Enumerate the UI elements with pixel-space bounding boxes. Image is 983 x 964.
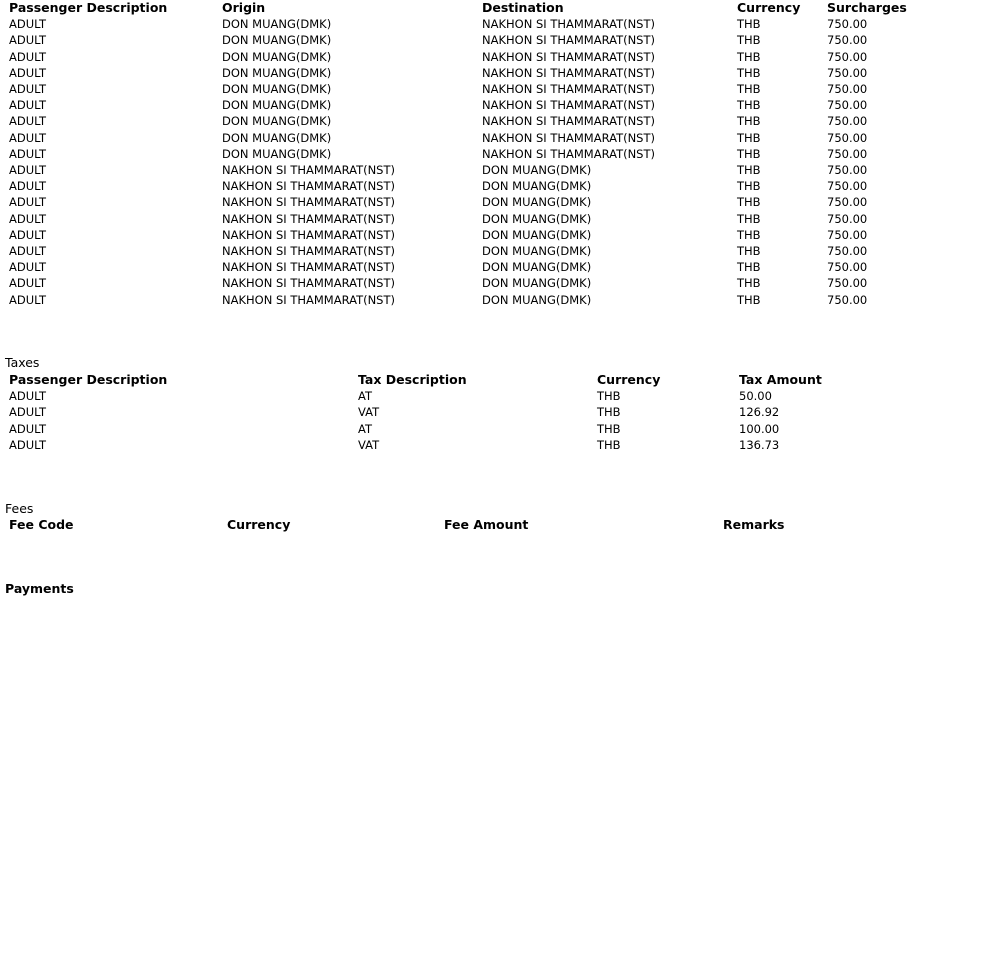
header-currency: Currency bbox=[227, 517, 291, 532]
cell-currency: THB bbox=[597, 421, 621, 436]
cell-currency: THB bbox=[737, 179, 761, 194]
table-row bbox=[5, 146, 905, 162]
fees-section bbox=[5, 517, 805, 533]
cell-passenger-description: ADULT bbox=[9, 65, 46, 80]
cell-currency: THB bbox=[737, 260, 761, 275]
table-row bbox=[5, 81, 905, 97]
cell-destination: NAKHON SI THAMMARAT(NST) bbox=[482, 65, 655, 80]
surcharges-table bbox=[5, 0, 905, 308]
cell-currency: THB bbox=[737, 276, 761, 291]
cell-currency: THB bbox=[737, 17, 761, 32]
cell-passenger-description: ADULT bbox=[9, 276, 46, 291]
cell-surcharge-amount: 750.00 bbox=[827, 292, 868, 307]
cell-tax-amount: 50.00 bbox=[739, 389, 772, 404]
header-tax-amount: Tax Amount bbox=[739, 372, 822, 387]
cell-currency: THB bbox=[737, 114, 761, 129]
header-passenger-description: Passenger Description bbox=[9, 0, 168, 15]
cell-origin: NAKHON SI THAMMARAT(NST) bbox=[222, 211, 395, 226]
cell-origin: NAKHON SI THAMMARAT(NST) bbox=[222, 227, 395, 242]
cell-surcharge-amount: 750.00 bbox=[827, 65, 868, 80]
cell-currency: THB bbox=[737, 82, 761, 97]
cell-currency: THB bbox=[737, 33, 761, 48]
cell-tax-amount: 126.92 bbox=[739, 405, 780, 420]
table-row bbox=[5, 178, 905, 194]
table-row bbox=[5, 194, 905, 210]
cell-passenger-description: ADULT bbox=[9, 244, 46, 259]
taxes-body bbox=[5, 388, 845, 453]
cell-tax-description: AT bbox=[358, 421, 372, 436]
cell-surcharge-amount: 750.00 bbox=[827, 17, 868, 32]
cell-destination: NAKHON SI THAMMARAT(NST) bbox=[482, 114, 655, 129]
cell-origin: NAKHON SI THAMMARAT(NST) bbox=[222, 163, 395, 178]
table-row bbox=[5, 130, 905, 146]
cell-passenger-description: ADULT bbox=[9, 163, 46, 178]
header-currency: Currency bbox=[737, 0, 801, 15]
cell-passenger-description: ADULT bbox=[9, 292, 46, 307]
cell-passenger-description: ADULT bbox=[9, 33, 46, 48]
cell-currency: THB bbox=[737, 49, 761, 64]
header-surcharges: Surcharges bbox=[827, 0, 907, 15]
cell-passenger-description: ADULT bbox=[9, 211, 46, 226]
cell-passenger-description: ADULT bbox=[9, 260, 46, 275]
cell-destination: NAKHON SI THAMMARAT(NST) bbox=[482, 98, 655, 113]
table-row bbox=[5, 388, 845, 404]
cell-passenger-description: ADULT bbox=[9, 49, 46, 64]
cell-surcharge-amount: 750.00 bbox=[827, 195, 868, 210]
table-row bbox=[5, 259, 905, 275]
table-row bbox=[5, 275, 905, 291]
cell-passenger-description: ADULT bbox=[9, 227, 46, 242]
cell-origin: DON MUANG(DMK) bbox=[222, 82, 332, 97]
cell-origin: NAKHON SI THAMMARAT(NST) bbox=[222, 179, 395, 194]
cell-passenger-description: ADULT bbox=[9, 421, 46, 436]
cell-surcharge-amount: 750.00 bbox=[827, 227, 868, 242]
table-row bbox=[5, 292, 905, 308]
cell-surcharge-amount: 750.00 bbox=[827, 163, 868, 178]
cell-destination: DON MUANG(DMK) bbox=[482, 260, 592, 275]
table-row bbox=[5, 243, 905, 259]
cell-origin: NAKHON SI THAMMARAT(NST) bbox=[222, 260, 395, 275]
surcharges-body bbox=[5, 16, 905, 308]
cell-origin: NAKHON SI THAMMARAT(NST) bbox=[222, 195, 395, 210]
cell-passenger-description: ADULT bbox=[9, 195, 46, 210]
taxes-table bbox=[5, 372, 845, 453]
cell-surcharge-amount: 750.00 bbox=[827, 33, 868, 48]
table-row bbox=[5, 227, 905, 243]
cell-destination: NAKHON SI THAMMARAT(NST) bbox=[482, 130, 655, 145]
cell-surcharge-amount: 750.00 bbox=[827, 146, 868, 161]
taxes-title: Taxes bbox=[5, 355, 40, 370]
table-row bbox=[5, 404, 845, 420]
cell-passenger-description: ADULT bbox=[9, 82, 46, 97]
header-destination: Destination bbox=[482, 0, 564, 15]
cell-tax-description: AT bbox=[358, 389, 372, 404]
table-row bbox=[5, 421, 845, 437]
cell-destination: DON MUANG(DMK) bbox=[482, 179, 592, 194]
header-fee-code: Fee Code bbox=[9, 517, 74, 532]
table-row bbox=[5, 49, 905, 65]
header-currency: Currency bbox=[597, 372, 661, 387]
table-row bbox=[5, 32, 905, 48]
cell-origin: NAKHON SI THAMMARAT(NST) bbox=[222, 292, 395, 307]
cell-surcharge-amount: 750.00 bbox=[827, 276, 868, 291]
table-row bbox=[5, 211, 905, 227]
cell-destination: NAKHON SI THAMMARAT(NST) bbox=[482, 146, 655, 161]
header-remarks: Remarks bbox=[723, 517, 785, 532]
cell-origin: DON MUANG(DMK) bbox=[222, 49, 332, 64]
cell-surcharge-amount: 750.00 bbox=[827, 114, 868, 129]
cell-surcharge-amount: 750.00 bbox=[827, 130, 868, 145]
cell-surcharge-amount: 750.00 bbox=[827, 244, 868, 259]
cell-passenger-description: ADULT bbox=[9, 130, 46, 145]
surcharges-section bbox=[5, 0, 905, 308]
cell-destination: NAKHON SI THAMMARAT(NST) bbox=[482, 33, 655, 48]
cell-origin: NAKHON SI THAMMARAT(NST) bbox=[222, 276, 395, 291]
table-row bbox=[5, 65, 905, 81]
cell-currency: THB bbox=[737, 227, 761, 242]
cell-passenger-description: ADULT bbox=[9, 437, 46, 452]
cell-destination: DON MUANG(DMK) bbox=[482, 276, 592, 291]
cell-tax-amount: 100.00 bbox=[739, 421, 780, 436]
cell-passenger-description: ADULT bbox=[9, 98, 46, 113]
cell-origin: DON MUANG(DMK) bbox=[222, 98, 332, 113]
table-row bbox=[5, 113, 905, 129]
cell-destination: DON MUANG(DMK) bbox=[482, 195, 592, 210]
cell-destination: NAKHON SI THAMMARAT(NST) bbox=[482, 17, 655, 32]
cell-currency: THB bbox=[597, 389, 621, 404]
cell-currency: THB bbox=[737, 98, 761, 113]
cell-destination: NAKHON SI THAMMARAT(NST) bbox=[482, 49, 655, 64]
cell-passenger-description: ADULT bbox=[9, 405, 46, 420]
cell-currency: THB bbox=[737, 195, 761, 210]
cell-currency: THB bbox=[737, 292, 761, 307]
cell-currency: THB bbox=[737, 163, 761, 178]
cell-destination: DON MUANG(DMK) bbox=[482, 211, 592, 226]
cell-currency: THB bbox=[737, 65, 761, 80]
cell-surcharge-amount: 750.00 bbox=[827, 260, 868, 275]
fees-header-row bbox=[5, 517, 805, 533]
cell-origin: DON MUANG(DMK) bbox=[222, 65, 332, 80]
cell-currency: THB bbox=[597, 405, 621, 420]
cell-tax-description: VAT bbox=[358, 437, 380, 452]
cell-passenger-description: ADULT bbox=[9, 17, 46, 32]
cell-origin: DON MUANG(DMK) bbox=[222, 114, 332, 129]
payments-title: Payments bbox=[5, 581, 74, 596]
cell-currency: THB bbox=[737, 244, 761, 259]
header-origin: Origin bbox=[222, 0, 266, 15]
cell-currency: THB bbox=[737, 211, 761, 226]
cell-surcharge-amount: 750.00 bbox=[827, 82, 868, 97]
cell-passenger-description: ADULT bbox=[9, 389, 46, 404]
cell-passenger-description: ADULT bbox=[9, 114, 46, 129]
header-tax-description: Tax Description bbox=[358, 372, 467, 387]
fees-table bbox=[5, 517, 805, 533]
cell-destination: DON MUANG(DMK) bbox=[482, 163, 592, 178]
cell-origin: DON MUANG(DMK) bbox=[222, 130, 332, 145]
cell-tax-amount: 136.73 bbox=[739, 437, 780, 452]
cell-destination: NAKHON SI THAMMARAT(NST) bbox=[482, 82, 655, 97]
cell-passenger-description: ADULT bbox=[9, 146, 46, 161]
table-row bbox=[5, 97, 905, 113]
cell-origin: DON MUANG(DMK) bbox=[222, 17, 332, 32]
cell-surcharge-amount: 750.00 bbox=[827, 49, 868, 64]
table-row bbox=[5, 162, 905, 178]
cell-passenger-description: ADULT bbox=[9, 179, 46, 194]
fees-title: Fees bbox=[5, 501, 34, 516]
cell-currency: THB bbox=[737, 130, 761, 145]
cell-surcharge-amount: 750.00 bbox=[827, 179, 868, 194]
taxes-header-row bbox=[5, 372, 845, 388]
cell-origin: NAKHON SI THAMMARAT(NST) bbox=[222, 244, 395, 259]
cell-currency: THB bbox=[597, 437, 621, 452]
taxes-section bbox=[5, 372, 845, 453]
surcharges-header-row bbox=[5, 0, 905, 16]
table-row bbox=[5, 16, 905, 32]
cell-destination: DON MUANG(DMK) bbox=[482, 244, 592, 259]
cell-surcharge-amount: 750.00 bbox=[827, 98, 868, 113]
cell-origin: DON MUANG(DMK) bbox=[222, 146, 332, 161]
cell-tax-description: VAT bbox=[358, 405, 380, 420]
cell-destination: DON MUANG(DMK) bbox=[482, 227, 592, 242]
cell-origin: DON MUANG(DMK) bbox=[222, 33, 332, 48]
cell-currency: THB bbox=[737, 146, 761, 161]
header-fee-amount: Fee Amount bbox=[444, 517, 529, 532]
header-passenger-description: Passenger Description bbox=[9, 372, 168, 387]
cell-destination: DON MUANG(DMK) bbox=[482, 292, 592, 307]
cell-surcharge-amount: 750.00 bbox=[827, 211, 868, 226]
table-row bbox=[5, 437, 845, 453]
